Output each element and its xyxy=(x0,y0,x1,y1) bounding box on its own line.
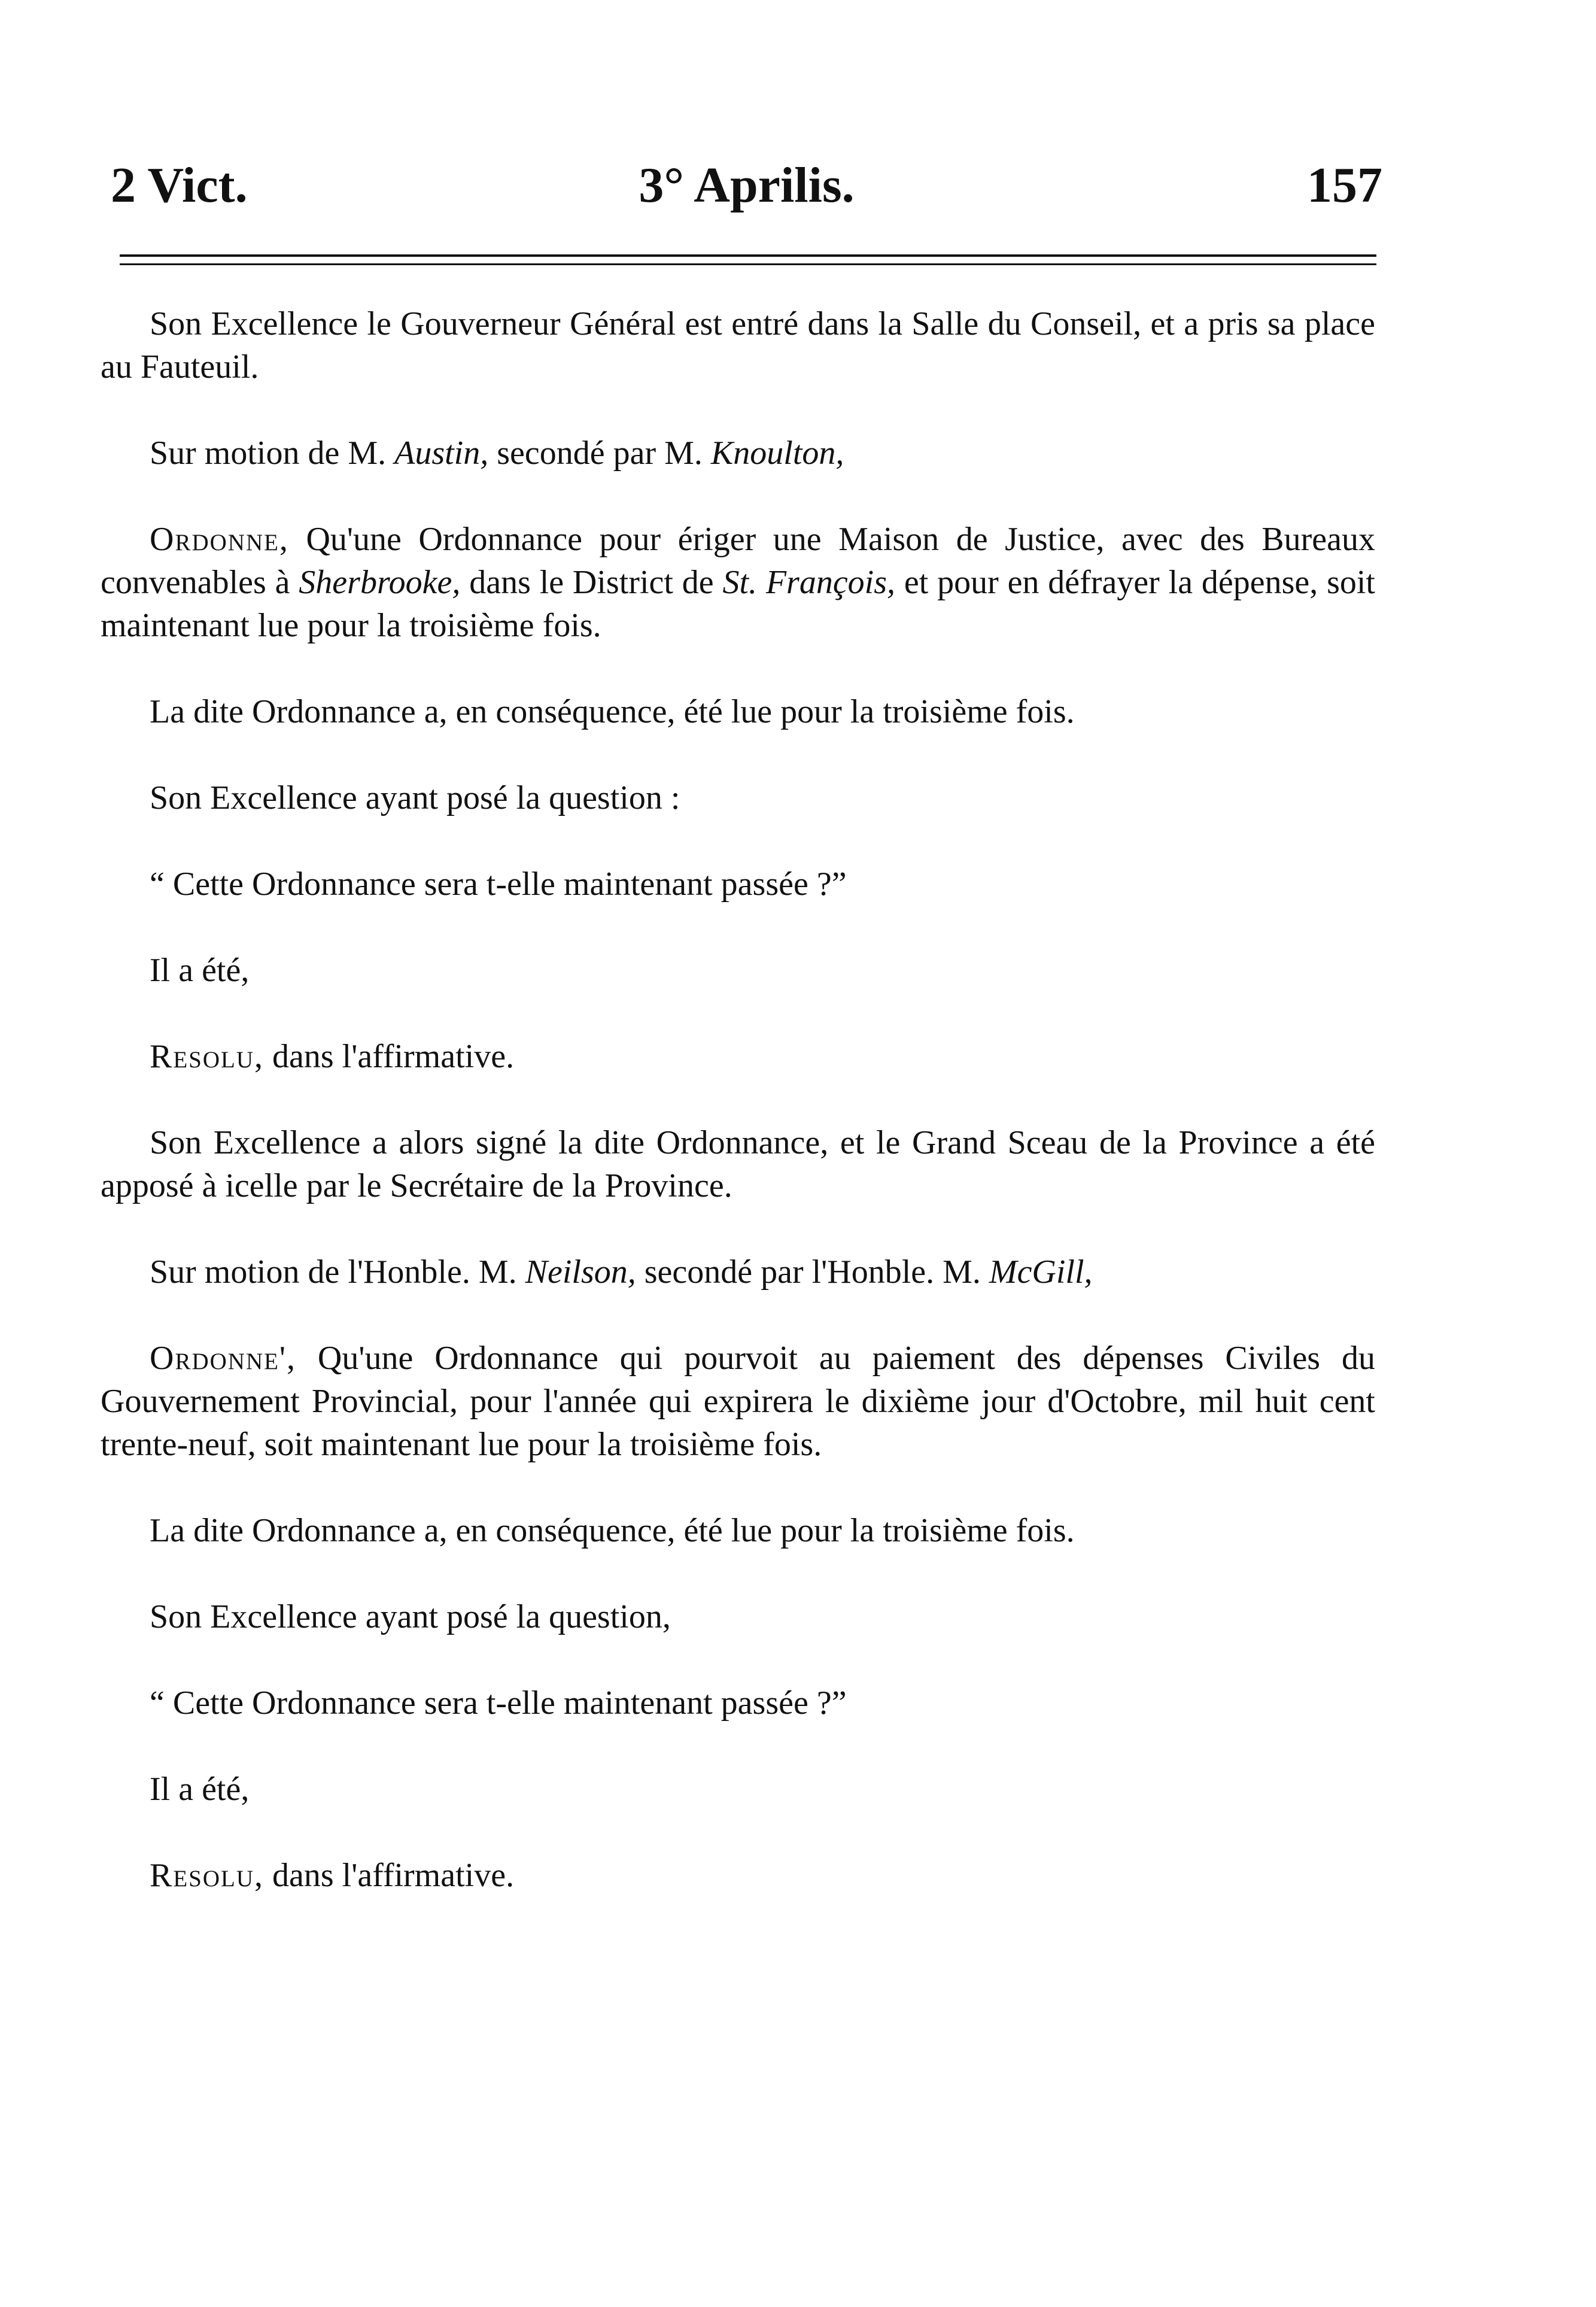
text-run: La dite Ordonnance a, en conséquence, été lue pour la troisième fois. xyxy=(150,693,1075,730)
italic-name: St. François, xyxy=(722,564,896,601)
header-rule-bottom xyxy=(120,263,1376,265)
italic-name: Austin, xyxy=(394,435,489,472)
text-run: Son Excellence le Gouverneur Général est entré dans la Salle du Conseil, et a pris sa place au Fauteuil. xyxy=(101,305,1375,385)
paragraph xyxy=(101,1768,1375,1811)
text-run: Qu'une Ordonnance pour ériger une Maison de Justice, avec des Bureaux convenables à xyxy=(101,521,1375,601)
text-run: et pour en défrayer la dépense, soit maintenant lue pour la troisième fois. xyxy=(101,564,1375,644)
header-regnal-year: 2 Vict. xyxy=(111,157,248,213)
paragraph xyxy=(101,1681,1375,1725)
small-caps-term: Resolu, xyxy=(150,1038,265,1075)
text-run: La dite Ordonnance a, en conséquence, été lue pour la troisième fois. xyxy=(150,1512,1075,1549)
text-run: secondé par M. xyxy=(488,435,711,472)
italic-name: Sherbrooke, xyxy=(299,564,461,601)
text-run: dans l'affirmative. xyxy=(264,1038,515,1075)
text-run: secondé par l'Honble. M. xyxy=(636,1253,989,1291)
paragraph xyxy=(101,1035,1375,1078)
text-run: Son Excellence a alors signé la dite Ordonnance, et le Grand Sceau de la Province a été apposé à icelle par le Secrétaire de la Province. xyxy=(101,1124,1375,1204)
text-run: “ Cette Ordonnance sera t-elle maintenant passée ?” xyxy=(150,866,847,903)
paragraph xyxy=(101,1250,1375,1294)
text-run: Qu'une Ordonnance qui pourvoit au paiement des dépenses Civiles du Gouvernement Provincial, pour l'année qui expirera le dixième jour d'Octobre, mil huit cent trente-neuf, soit maintenant lue pour la troisième fois. xyxy=(101,1340,1375,1463)
italic-name: McGill, xyxy=(989,1253,1093,1291)
paragraph xyxy=(101,302,1375,388)
running-header xyxy=(111,153,1382,218)
paragraph xyxy=(101,1121,1375,1207)
text-run: Son Excellence ayant posé la question : xyxy=(150,779,680,816)
header-rule-top xyxy=(120,254,1376,257)
paragraph xyxy=(101,1337,1375,1466)
text-run: “ Cette Ordonnance sera t-elle maintenant passée ?” xyxy=(150,1684,847,1722)
paragraph xyxy=(101,518,1375,647)
text-run: dans le District de xyxy=(460,564,723,601)
text-run: Il a été, xyxy=(150,952,250,989)
small-caps-term: Ordonne, xyxy=(150,521,289,558)
page-number: 157 xyxy=(1307,157,1382,213)
paragraph xyxy=(101,690,1375,733)
paragraph xyxy=(101,432,1375,475)
text-run: dans l'affirmative. xyxy=(264,1857,515,1894)
italic-name: Neilson, xyxy=(525,1253,636,1291)
paragraph xyxy=(101,863,1375,906)
document-body xyxy=(101,302,1375,1940)
paragraph xyxy=(101,1595,1375,1638)
italic-name: Knoulton, xyxy=(710,435,844,472)
small-caps-term: Ordonne', xyxy=(150,1340,297,1377)
header-date: 3° Aprilis. xyxy=(639,157,855,213)
text-run: Il a été, xyxy=(150,1771,250,1808)
paragraph xyxy=(101,949,1375,992)
paragraph xyxy=(101,1509,1375,1552)
text-run: Sur motion de M. xyxy=(150,435,395,472)
paragraph xyxy=(101,1854,1375,1897)
paragraph xyxy=(101,776,1375,819)
text-run: Sur motion de l'Honble. M. xyxy=(150,1253,525,1291)
small-caps-term: Resolu, xyxy=(150,1857,265,1894)
text-run: Son Excellence ayant posé la question, xyxy=(150,1598,671,1635)
